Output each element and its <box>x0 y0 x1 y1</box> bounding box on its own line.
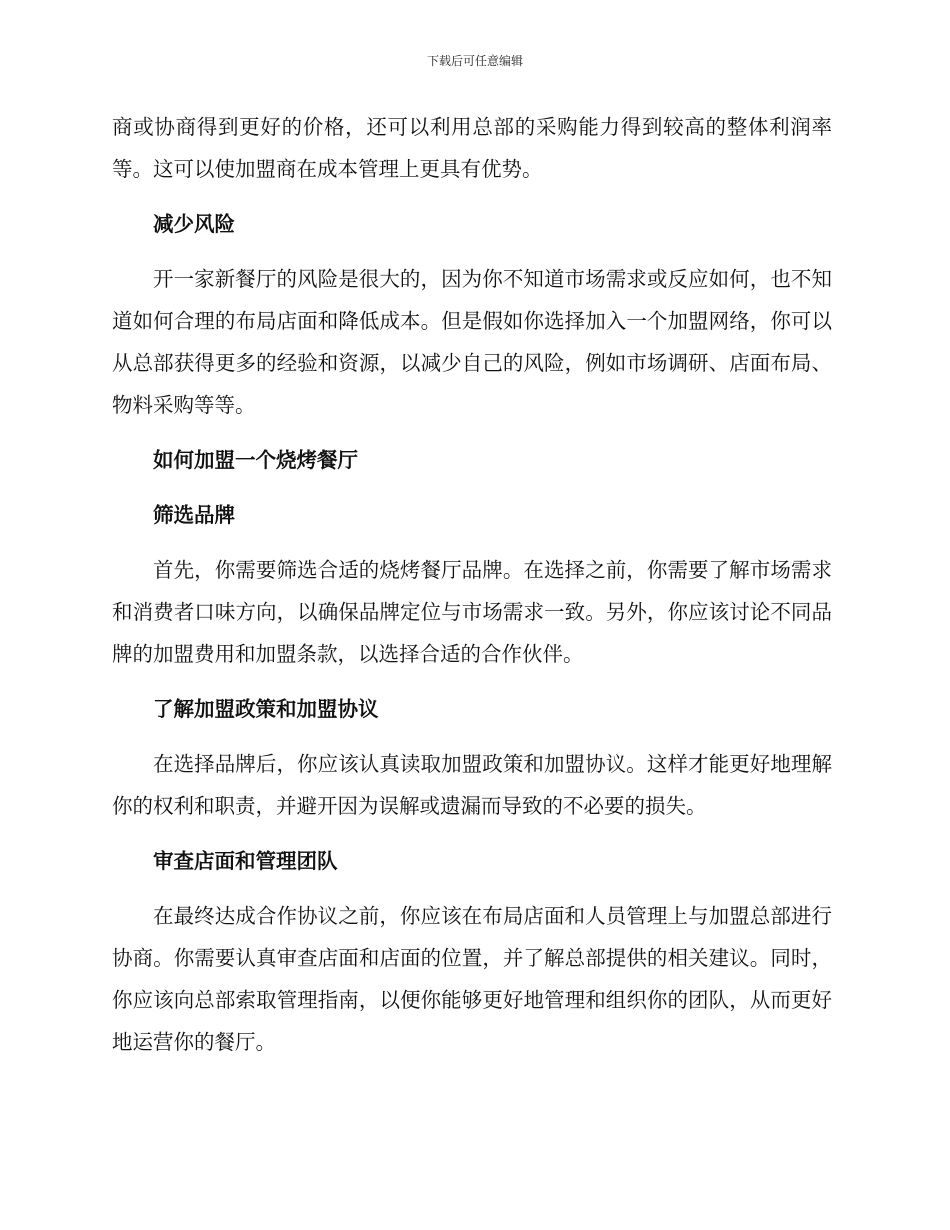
heading-review-store-team: 审查店面和管理团队 <box>153 849 338 873</box>
heading-select-brand: 筛选品牌 <box>153 503 235 527</box>
heading-reduce-risk: 减少风险 <box>153 212 235 236</box>
document-body <box>112 106 832 1063</box>
paragraph-reduce-risk: 开一家新餐厅的风险是很大的，因为你不知道市场需求或反应如何，也不知道如何合理的布局店面和降低成本。但是假如你选择加入一个加盟网络，你可以从总部获得更多的经验和资源，以减少自己的风险，例如市场调研、店面布局、物料采购等等。 <box>112 267 832 417</box>
page-header: 下载后可任意编辑 <box>426 54 523 68</box>
paragraph-review-store-team: 在最终达成合作协议之前，你应该在布局店面和人员管理上与加盟总部进行协商。你需要认真审查店面和店面的位置，并了解总部提供的相关建议。同时，你应该向总部索取管理指南，以便你能够更好地管理和组织你的团队，从而更好地运营你的餐厅。 <box>112 904 832 1054</box>
paragraph-select-brand: 首先，你需要筛选合适的烧烤餐厅品牌。在选择之前，你需要了解市场需求和消费者口味方向，以确保品牌定位与市场需求一致。另外，你应该讨论不同品牌的加盟费用和加盟条款，以选择合适的合作伙伴。 <box>112 558 832 666</box>
paragraph-cost-advantage: 商或协商得到更好的价格，还可以利用总部的采购能力得到较高的整体利润率等。这可以使加盟商在成本管理上更具有优势。 <box>112 115 832 181</box>
paragraph-franchise-policy: 在选择品牌后，你应该认真读取加盟政策和加盟协议。这样才能更好地理解你的权利和职责，并避开因为误解或遗漏而导致的不必要的损失。 <box>112 752 832 818</box>
heading-how-to-join: 如何加盟一个烧烤餐厅 <box>153 448 358 472</box>
heading-franchise-policy: 了解加盟政策和加盟协议 <box>153 697 379 721</box>
